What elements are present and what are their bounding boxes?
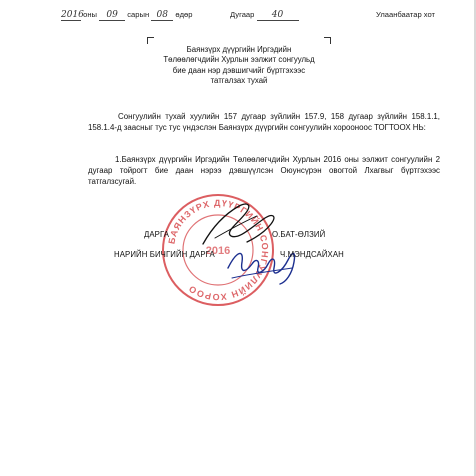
title-bracket-left xyxy=(147,37,154,44)
secretary-title: НАРИЙН БИЧГИЙН ДАРГА xyxy=(114,250,215,259)
title-line: татгалзах тухай xyxy=(210,75,268,85)
secretary-signature xyxy=(222,238,302,288)
document-title xyxy=(139,45,339,86)
title-line: бие даан нэр дэвшигчийг бүртгэхээс xyxy=(172,65,306,75)
secretary-name: Ч.МЭНДСАЙХАН xyxy=(280,250,344,259)
month-value: 09 xyxy=(99,10,125,21)
body-paragraph-2: 1.Баянзүрх дүүргийн Иргэдийн Төлөөлөгчдийн Хурлын 2016 оны ээлжит сонгуулийн 2 дугаар тойрогт бие даан нэрээ дэвшүүлсэн Оюунсүрэн овогтой Лхагвыг бүртгэхээс татгалзсугай. xyxy=(88,155,440,186)
date-line xyxy=(61,10,193,21)
stamp-center-text: 2016 xyxy=(205,245,231,257)
title-line: Төлөөлөгчдийн Хурлын ээлжит сонгуульд xyxy=(163,55,315,65)
number-value: 40 xyxy=(257,10,299,21)
number-label: Дугаар xyxy=(230,10,255,19)
month-suffix: сарын xyxy=(127,10,150,19)
location: Улаанбаатар хот xyxy=(376,10,436,19)
chair-title: ДАРГА xyxy=(144,230,170,239)
body-paragraph-1: Сонгуулийн тухай хуулийн 157 дугаар зүйлийн 157.9, 158 дугаар зүйлийн 158.1.1, 158.1.4-д заасныг тус тус үндэслэн Баянзүрх дүүргийн сонгуулийн хорооноос ТОГТООХ НЬ: xyxy=(88,112,440,132)
year-suffix: оны xyxy=(83,10,97,19)
decision-number xyxy=(230,10,299,21)
title-line: Баянзүрх дүүргийн Иргэдийн xyxy=(186,45,292,54)
year-value: 2016 xyxy=(61,10,84,20)
title-bracket-right xyxy=(324,37,331,44)
stamp-ring-text: БАЯНЗҮРХ ДҮҮРГИЙН СОНГУУЛИЙН ХОРОО xyxy=(166,197,271,303)
day-value: 08 xyxy=(151,10,173,21)
day-suffix: өдөр xyxy=(175,10,193,19)
chair-name: О.БАТ-ӨЛЗИЙ xyxy=(272,230,326,239)
